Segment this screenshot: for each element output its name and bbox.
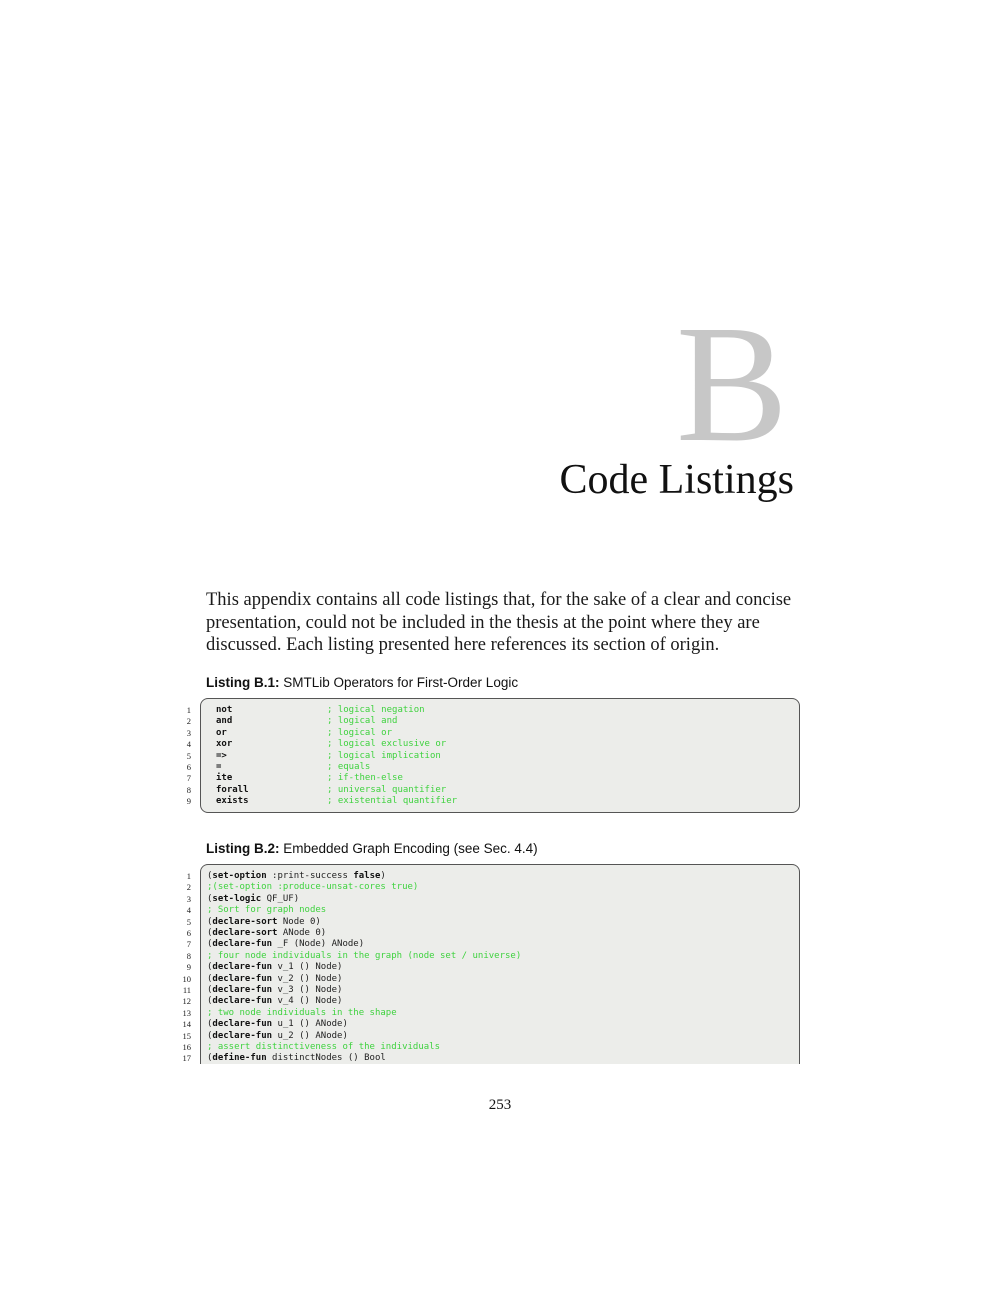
code-text: (: [207, 928, 213, 938]
code-text: (: [207, 996, 213, 1007]
code-comment: ; universal quantifier: [327, 784, 447, 795]
code-content: [207, 928, 326, 939]
code-line: [186, 716, 801, 727]
code-content: [207, 882, 418, 893]
code-text: v_2 () Node): [272, 973, 343, 984]
code-text: (: [207, 1019, 213, 1030]
code-text: u_1 () ANode): [272, 1019, 348, 1030]
code-content: [207, 996, 342, 1007]
code-text: (: [207, 962, 213, 973]
line-number: 6: [186, 762, 191, 772]
code-content: [207, 917, 321, 928]
code-content: [207, 894, 299, 905]
code-comment: ; logical or: [327, 727, 393, 738]
operator-keyword: exists: [216, 796, 249, 807]
code-text: (: [207, 916, 213, 927]
operator-keyword: not: [216, 705, 233, 715]
code-text: _F (Node) ANode): [272, 939, 365, 950]
code-content: [207, 939, 364, 950]
code-line: [186, 762, 801, 773]
chapter-title: Code Listings: [559, 457, 794, 503]
code-keyword: declare-fun: [212, 1030, 273, 1041]
line-number: 5: [186, 916, 191, 927]
code-keyword: declare-fun: [212, 962, 273, 973]
line-number: 7: [186, 773, 191, 784]
code-text: v_3 () Node): [272, 985, 343, 995]
code-keyword: set-option: [212, 871, 267, 881]
chapter-letter: B: [675, 291, 788, 477]
listing-b2-caption-text: Embedded Graph Encoding (see Sec. 4.4): [283, 841, 538, 856]
operator-keyword: =>: [216, 750, 227, 761]
page-number: 253: [488, 1097, 512, 1113]
listing-b1-caption: [206, 675, 518, 690]
code-line: [182, 1053, 801, 1064]
code-line: [186, 950, 801, 962]
code-line: [182, 996, 801, 1007]
operator-keyword: ite: [216, 773, 233, 784]
code-content: [207, 985, 342, 996]
code-comment: ; assert distinctiveness of the individuals: [207, 1042, 440, 1052]
listing-b1-code-block: [186, 698, 800, 813]
code-keyword: declare-sort: [212, 916, 278, 927]
listing-b2-code-block: [182, 864, 800, 1064]
line-number: 11: [182, 985, 191, 995]
code-content: [207, 1008, 397, 1019]
code-keyword: declare-fun: [212, 996, 273, 1007]
code-comment: ;(set-option :produce-unsat-cores true): [207, 882, 419, 893]
code-text: QF_UF): [261, 893, 300, 904]
code-text: v_1 () Node): [272, 962, 343, 973]
code-comment: ; if-then-else: [327, 773, 403, 784]
code-comment: ; two node individuals in the shape: [207, 1007, 397, 1018]
line-number: 12: [182, 996, 191, 1007]
code-line: [186, 773, 801, 784]
listing-b1-caption-text: SMTLib Operators for First-Order Logic: [283, 675, 519, 690]
line-number: 4: [186, 739, 191, 750]
listing-b1-label: Listing B.1:: [206, 675, 280, 690]
line-number: 13: [182, 1007, 191, 1018]
operator-keyword: and: [216, 716, 233, 727]
code-content: [207, 1053, 386, 1064]
code-text: v_4 () Node): [272, 996, 343, 1007]
code-text: (: [207, 939, 213, 950]
code-keyword: declare-fun: [212, 939, 273, 950]
code-comment: ; logical implication: [327, 750, 441, 761]
code-content: [207, 962, 342, 973]
code-comment: ; Sort for graph nodes: [207, 905, 327, 916]
line-number: 15: [182, 1030, 191, 1041]
line-number: 7: [186, 939, 191, 950]
code-text: ANode 0): [277, 928, 327, 938]
code-keyword: define-fun: [212, 1053, 267, 1064]
code-line: [186, 962, 801, 973]
code-keyword: declare-fun: [212, 973, 273, 984]
line-number: 17: [182, 1053, 191, 1064]
code-line: [186, 928, 801, 939]
code-text: (: [207, 1030, 213, 1041]
line-number: 1: [186, 705, 191, 715]
code-line: [182, 1042, 801, 1053]
code-comment: ; existential quantifier: [327, 796, 458, 807]
code-text: Node 0): [277, 916, 321, 927]
operator-keyword: xor: [216, 739, 233, 750]
code-content: [207, 1031, 348, 1042]
code-line: [186, 893, 801, 905]
operator-keyword: =: [216, 762, 222, 772]
line-number: 1: [186, 871, 191, 881]
line-number: 3: [186, 893, 191, 904]
code-content: [207, 1042, 440, 1053]
code-keyword: set-logic: [212, 893, 262, 904]
listing-b2-label: Listing B.2:: [206, 841, 280, 856]
line-number: 14: [182, 1019, 191, 1030]
line-number: 5: [186, 750, 191, 761]
code-line: [182, 1007, 801, 1019]
line-number: 9: [186, 962, 191, 973]
code-keyword: declare-fun: [212, 985, 273, 995]
code-line: [186, 750, 801, 762]
code-line: [186, 705, 801, 716]
code-content: [207, 1019, 348, 1030]
code-text: (: [207, 973, 213, 984]
code-text: (: [207, 985, 213, 995]
code-line: [186, 871, 801, 882]
code-content: [207, 871, 386, 882]
code-text: :print-success: [266, 871, 354, 881]
code-line: [182, 1019, 801, 1030]
line-number: 10: [182, 973, 191, 984]
code-comment: ; equals: [327, 762, 371, 772]
operator-keyword: forall: [216, 784, 249, 795]
code-text: u_2 () ANode): [272, 1030, 348, 1041]
code-line: [186, 727, 801, 739]
code-text: distinctNodes () Bool: [266, 1053, 386, 1064]
code-text: (: [207, 893, 213, 904]
code-line: [186, 939, 801, 950]
code-line: [186, 796, 801, 807]
line-number: 4: [186, 905, 191, 916]
code-comment: ; logical and: [327, 716, 398, 727]
line-number: 9: [186, 796, 191, 807]
code-keyword: declare-fun: [212, 1019, 273, 1030]
code-line: [182, 985, 801, 996]
code-text: (: [207, 871, 213, 881]
code-text: ): [380, 871, 386, 881]
code-line: [186, 882, 801, 893]
operator-keyword: or: [216, 727, 227, 738]
line-number: 8: [186, 950, 191, 961]
code-comment: ; logical negation: [327, 705, 425, 715]
code-comment: ; logical exclusive or: [327, 739, 447, 750]
code-line: [182, 1030, 801, 1042]
line-number: 8: [186, 784, 191, 795]
line-number: 16: [182, 1042, 191, 1052]
code-text: (: [207, 1053, 213, 1064]
code-content: [207, 905, 326, 916]
code-content: [207, 974, 342, 985]
code-line: [186, 739, 801, 750]
code-keyword: false: [353, 871, 381, 881]
listing-b2-caption: [206, 841, 538, 856]
code-content: [207, 951, 521, 962]
code-line: [186, 916, 801, 928]
line-number: 3: [186, 727, 191, 738]
code-line: [186, 905, 801, 916]
code-comment: ; four node individuals in the graph (node set / universe): [207, 950, 522, 961]
intro-paragraph: This appendix contains all code listings that, for the sake of a clear and concise presentation, could not be included in the thesis at the point where they are discussed. Each listing presented here references its section of origin.: [206, 590, 792, 655]
code-line: [186, 784, 801, 796]
code-line: [182, 973, 801, 985]
line-number: 2: [186, 716, 191, 727]
line-number: 2: [186, 882, 191, 893]
code-keyword: declare-sort: [212, 928, 278, 938]
line-number: 6: [186, 928, 191, 938]
